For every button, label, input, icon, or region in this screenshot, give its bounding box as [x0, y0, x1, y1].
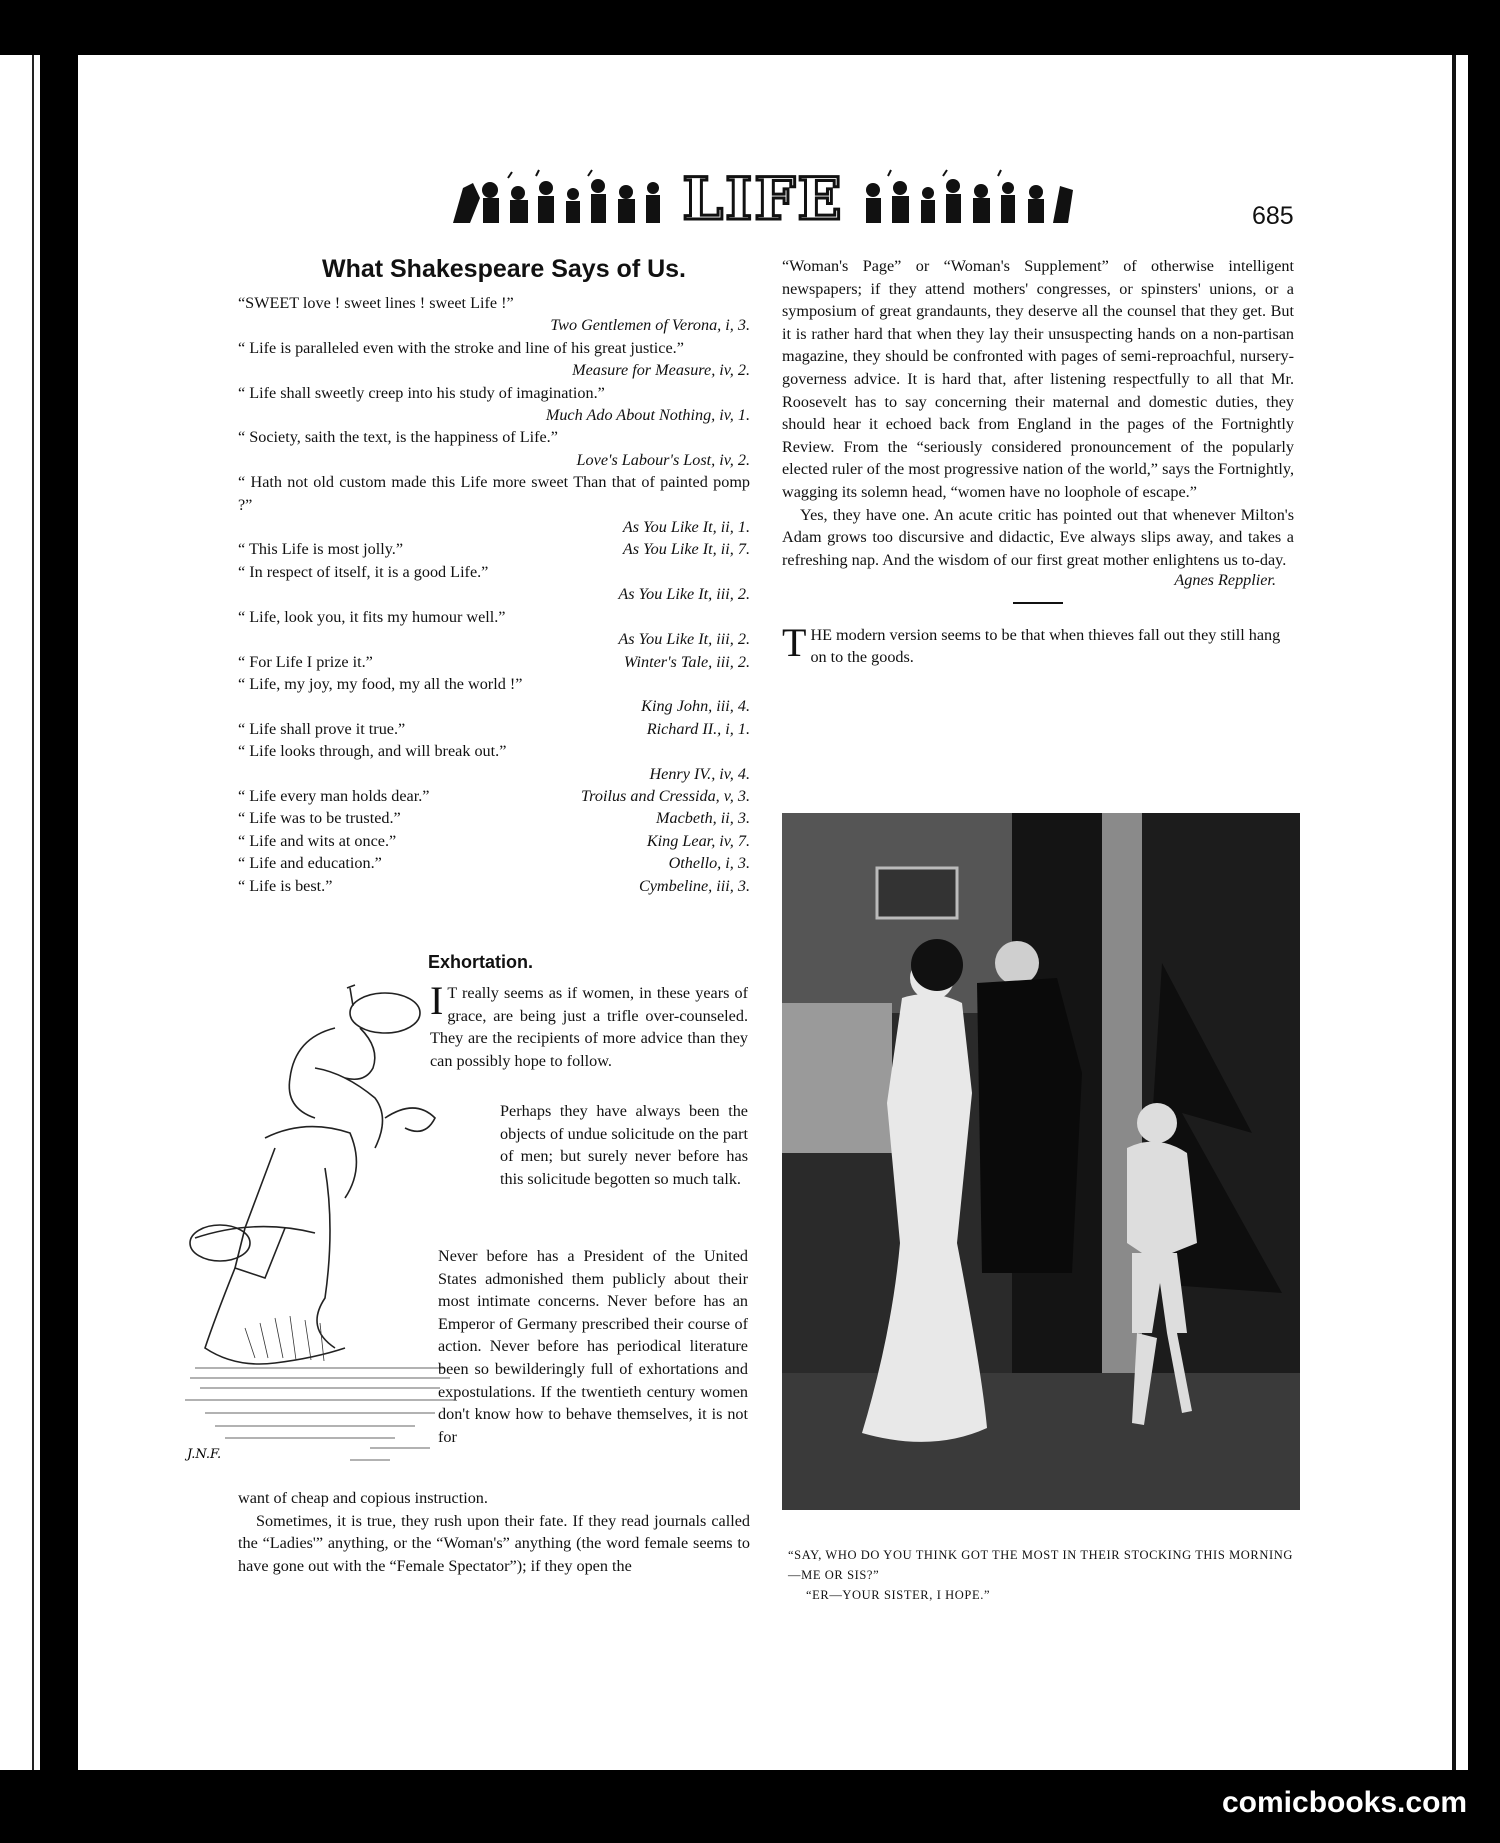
quote-citation: Two Gentlemen of Verona, i, 3. — [550, 316, 750, 335]
quote-citation: King John, iii, 4. — [641, 697, 750, 716]
quote-item — [238, 471, 750, 538]
exhortation-text-4: want of cheap and copious instruction. — [238, 1489, 488, 1507]
quote-citation: Richard II., i, 1. — [646, 719, 750, 738]
quote-citation: As You Like It, ii, 7. — [622, 540, 750, 559]
drop-cap: I — [430, 978, 444, 1023]
exhortation-title: Exhortation. — [428, 952, 534, 972]
exhortation-text-3: Never before has a President of the United States admonished them publicly about their most intimate concerns. Never before has an Emperor of Germany prescribed their course of action. Never before has periodical literature been so bewilderingly full of exhortations and expostulations. If the twentieth century women don't know how to behave themselves, it is not for — [438, 1247, 748, 1446]
quote-text: “ Life looks through, and will break out.” — [238, 742, 507, 761]
shakespeare-article — [238, 255, 750, 897]
quote-item — [238, 740, 750, 785]
quote-item — [238, 875, 750, 897]
quote-list — [238, 292, 750, 897]
site-watermark: comicbooks.com — [1222, 1786, 1468, 1819]
quote-citation: Cymbeline, iii, 3. — [638, 876, 750, 895]
quote-item — [238, 852, 750, 874]
woman-on-rock-sketch — [175, 968, 465, 1488]
caption-line-1: “SAY, WHO DO YOU THINK GOT THE MOST IN THEIR STOCKING THIS MORNING—ME OR SIS?” — [788, 1548, 1294, 1582]
exhortation-right-paragraph-1: “Woman's Page” or “Woman's Supplement” of otherwise intelligent newspapers; if they attend mothers' congresses, or spinsters' unions, or a symposium of great grandaunts, they deserve all the counsel that they get. But it is rather hard that when they lay their unsuspecting hands on a non-partisan magazine, they should be confronted with pages of semi-reproachful, nursery-governess advice. It is hard that, after listening respectfully to all that Mr. Roosevelt has to say concerning their maternal and domestic duties, they should hear it echoed back from England in the pages of the Fortnightly Review. From the “seriously considered pronouncement of the popularly elected ruler of the most progressive nation of the world,” says the Fortnightly, wagging its solemn head, “women have no loophole of escape.” — [782, 257, 1294, 501]
quote-item — [238, 785, 750, 807]
exhortation-bottom — [238, 1487, 750, 1577]
divider — [1013, 602, 1063, 604]
exhortation-lead-paragraph — [430, 978, 748, 1072]
quote-item — [238, 830, 750, 852]
page-number: 685 — [1252, 202, 1294, 230]
quote-item — [238, 292, 750, 337]
quote-text: “ Life was to be trusted.” — [238, 809, 401, 828]
sketch-signature: J.N.F. — [187, 1447, 222, 1462]
quote-text: “SWEET love ! sweet lines ! sweet Life !” — [238, 294, 514, 312]
thieves-text: HE modern version seems to be that when thieves fall out they still hang on to the goods. — [810, 626, 1281, 667]
quote-text: “ Life shall sweetly creep into his study of imagination.” — [238, 383, 605, 402]
quote-item — [238, 718, 750, 740]
quote-text: “ Life and wits at once.” — [238, 831, 397, 850]
quote-citation: Measure for Measure, iv, 2. — [572, 361, 750, 380]
quote-citation: Winter's Tale, iii, 2. — [623, 652, 750, 671]
quote-text: “ For Life I prize it.” — [238, 652, 373, 671]
christmas-scene-illustration — [782, 813, 1300, 1510]
quote-text: “ Life is paralleled even with the stroke and line of his great justice.” — [238, 338, 684, 357]
caption-line-2: “ER—YOUR SISTER, I HOPE.” — [806, 1588, 991, 1602]
quote-text: “ Life shall prove it true.” — [238, 719, 406, 738]
quote-text: “ Hath not old custom made this Life more sweet Than that of painted pomp ?” — [238, 473, 750, 514]
illustration-caption — [788, 1545, 1298, 1605]
quote-text: “ In respect of itself, it is a good Life.” — [238, 562, 489, 581]
quote-text: “ This Life is most jolly.” — [238, 540, 404, 559]
quote-item — [238, 606, 750, 651]
quote-citation: Macbeth, ii, 3. — [656, 809, 750, 828]
exhortation-text-1: T really seems as if women, in these years of grace, are being just a trifle over-counseled. They are the recipients of more advice than they can possibly hope to follow. — [430, 984, 748, 1070]
quote-citation: Henry IV., iv, 4. — [649, 764, 750, 783]
masthead-banner — [448, 165, 1078, 233]
quote-citation: Love's Labour's Lost, iv, 2. — [576, 450, 750, 469]
quote-citation: As You Like It, iii, 2. — [618, 585, 750, 604]
quote-item — [238, 651, 750, 673]
page-edge-rule — [1452, 55, 1456, 1770]
quote-item — [238, 673, 750, 718]
quote-citation: Othello, i, 3. — [668, 854, 750, 873]
masthead-title: LIFE — [682, 165, 844, 233]
exhortation-text-2: Perhaps they have always been the objects of undue solicitude on the part of men; but surely never before has this solicitude begotten so much talk. — [500, 1102, 748, 1188]
quote-text: “ Society, saith the text, is the happiness of Life.” — [238, 428, 558, 447]
author-signature: Agnes Repplier. — [1174, 571, 1276, 590]
quote-citation: King Lear, iv, 7. — [646, 831, 750, 850]
article-title: What Shakespeare Says of Us. — [321, 255, 687, 283]
drop-cap-t: T — [782, 620, 807, 666]
exhortation-wrap-paragraph — [500, 1100, 748, 1190]
quote-text: “ Life is best.” — [238, 876, 333, 895]
quote-text: “ Life, my joy, my food, my all the world !” — [238, 674, 523, 693]
quote-item — [238, 426, 750, 471]
quote-item — [238, 807, 750, 829]
exhortation-continued — [438, 1245, 748, 1448]
quote-item — [238, 538, 750, 560]
quote-item — [238, 382, 750, 427]
thieves-paragraph — [782, 620, 1294, 668]
quote-citation: Much Ado About Nothing, iv, 1. — [545, 406, 750, 425]
quote-item — [238, 561, 750, 606]
quote-citation: As You Like It, iii, 2. — [618, 630, 750, 649]
quote-text: “ Life, look you, it fits my humour well.” — [238, 607, 506, 626]
quote-citation: Troilus and Cressida, v, 3. — [581, 786, 750, 805]
exhortation-text-5: Sometimes, it is true, they rush upon their fate. If they read journals called the “Ladies'” anything, or the “Woman's” anything (the word female seems to have gone out with the “Female Spectator”); if they open the — [238, 1511, 750, 1575]
exhortation-right-paragraph-2: Yes, they have one. An acute critic has pointed out that whenever Milton's Adam grows too discursive and didactic, Eve always slips away, and takes a refreshing nap. And the wisdom of our first great mother enlightens us to-day. — [782, 505, 1294, 569]
facing-page-edge — [0, 55, 40, 1770]
right-column — [782, 255, 1294, 668]
quote-item — [238, 337, 750, 382]
quote-text: “ Life and education.” — [238, 854, 382, 873]
quote-citation: As You Like It, ii, 1. — [622, 518, 750, 537]
quote-text: “ Life every man holds dear.” — [238, 786, 430, 805]
